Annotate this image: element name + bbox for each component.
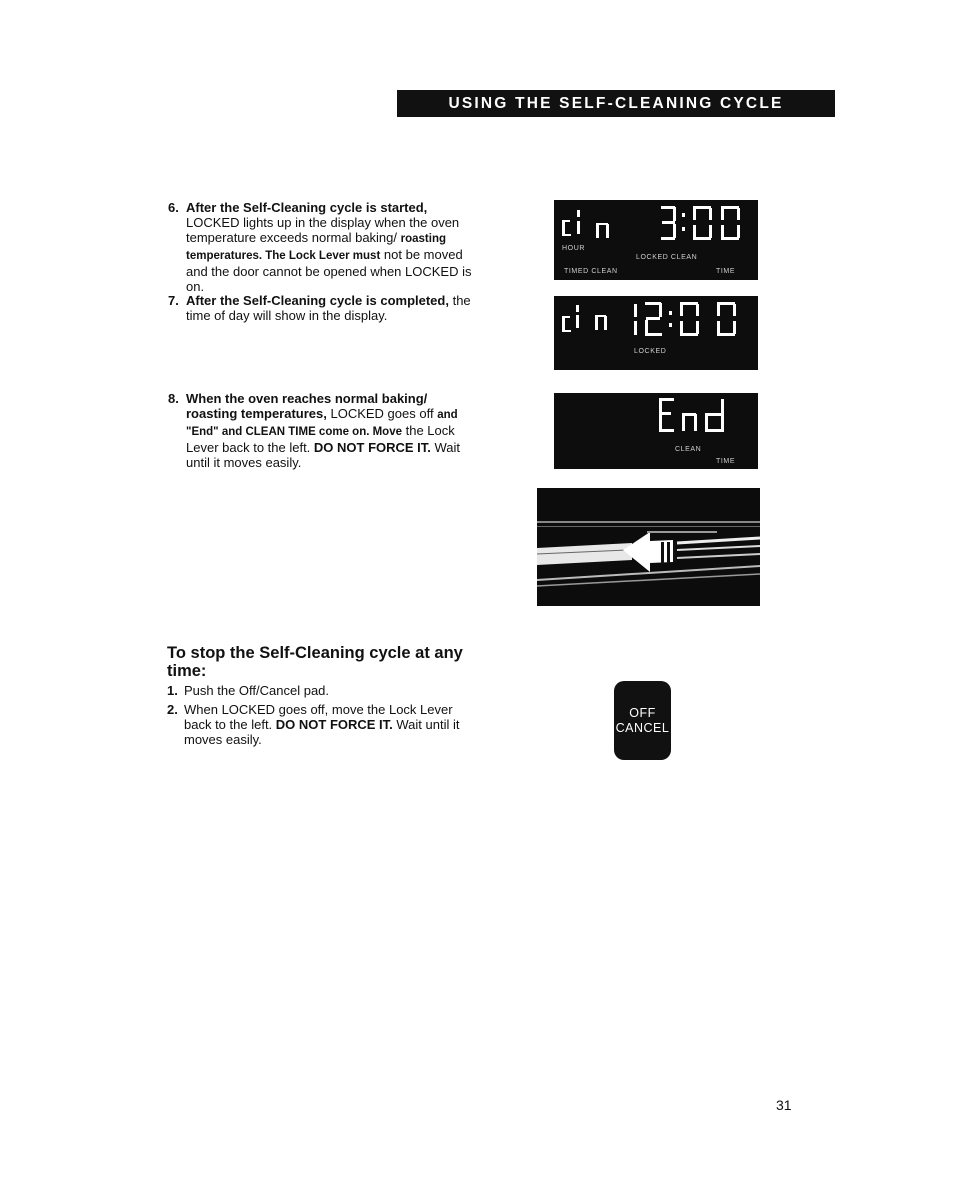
stop-item-2 [167, 702, 477, 747]
item-number: 2. [167, 702, 178, 717]
step-number: 6. [168, 200, 179, 215]
item-warning: DO NOT FORCE IT. [275, 717, 393, 732]
step-lead: When the oven reaches normal baking/ roasting temperatures, [186, 391, 428, 421]
display-end [554, 393, 758, 469]
item-text: Push the Off/Cancel pad. [184, 683, 330, 698]
item-text: When LOCKED goes off, move the Lock Lever back to the left. [184, 702, 453, 732]
step-text-small: and "End" and CLEAN TIME come on. Move [186, 409, 458, 438]
display-label: LOCKED CLEAN [636, 254, 698, 261]
display-label: CLEAN [675, 446, 702, 453]
step-text: LOCKED goes off [326, 406, 438, 421]
display-graphic [554, 200, 758, 280]
stop-item-1 [167, 683, 477, 698]
pad-label-off: OFF [629, 706, 656, 720]
step-warning: DO NOT FORCE IT. [313, 440, 431, 455]
step-6 [168, 200, 473, 294]
step-text: Wait until it moves easily. [186, 440, 461, 470]
pad-label-cancel: CANCEL [615, 721, 670, 735]
step-7 [168, 293, 473, 323]
display-label: TIME [716, 268, 736, 275]
display-label: TIMED CLEAN [564, 268, 618, 275]
step-text: the Lock Lever back to the left. [186, 423, 455, 455]
step-number: 8. [168, 391, 179, 406]
item-body [184, 702, 477, 747]
display-cleaning-12-00 [554, 296, 758, 370]
display-cleaning-3-00 [554, 200, 758, 280]
display-graphic [554, 296, 758, 370]
off-cancel-pad[interactable] [614, 681, 671, 760]
lock-lever-illustration [537, 488, 760, 606]
step-text: not be moved and the door cannot be opened when LOCKED is on. [186, 247, 472, 294]
step-body [186, 293, 473, 323]
step-lead: After the Self-Cleaning cycle is started, [186, 200, 428, 215]
step-text: the time of day will show in the display. [186, 293, 471, 323]
display-graphic [554, 393, 758, 469]
step-lead: After the Self-Cleaning cycle is completed, [186, 293, 449, 308]
step-text: LOCKED lights up in the display when the oven temperature exceeds normal baking/ [186, 215, 460, 245]
stop-heading: To stop the Self-Cleaning cycle at any time: [167, 644, 463, 680]
step-number: 7. [168, 293, 179, 308]
display-label: LOCKED [634, 348, 667, 355]
section-banner: USING THE SELF-CLEANING CYCLE [397, 90, 835, 117]
item-text: Wait until it moves easily. [184, 717, 460, 747]
item-number: 1. [167, 683, 178, 698]
lock-lever-arrow-icon [537, 488, 760, 606]
display-label: HOUR [562, 245, 586, 252]
step-text-small: roasting temperatures. The Lock Lever must [186, 233, 446, 262]
step-body [186, 200, 473, 294]
step-body [186, 391, 473, 470]
page-number: 31 [776, 1097, 792, 1113]
display-label: TIME [716, 458, 736, 465]
step-8 [168, 391, 473, 470]
